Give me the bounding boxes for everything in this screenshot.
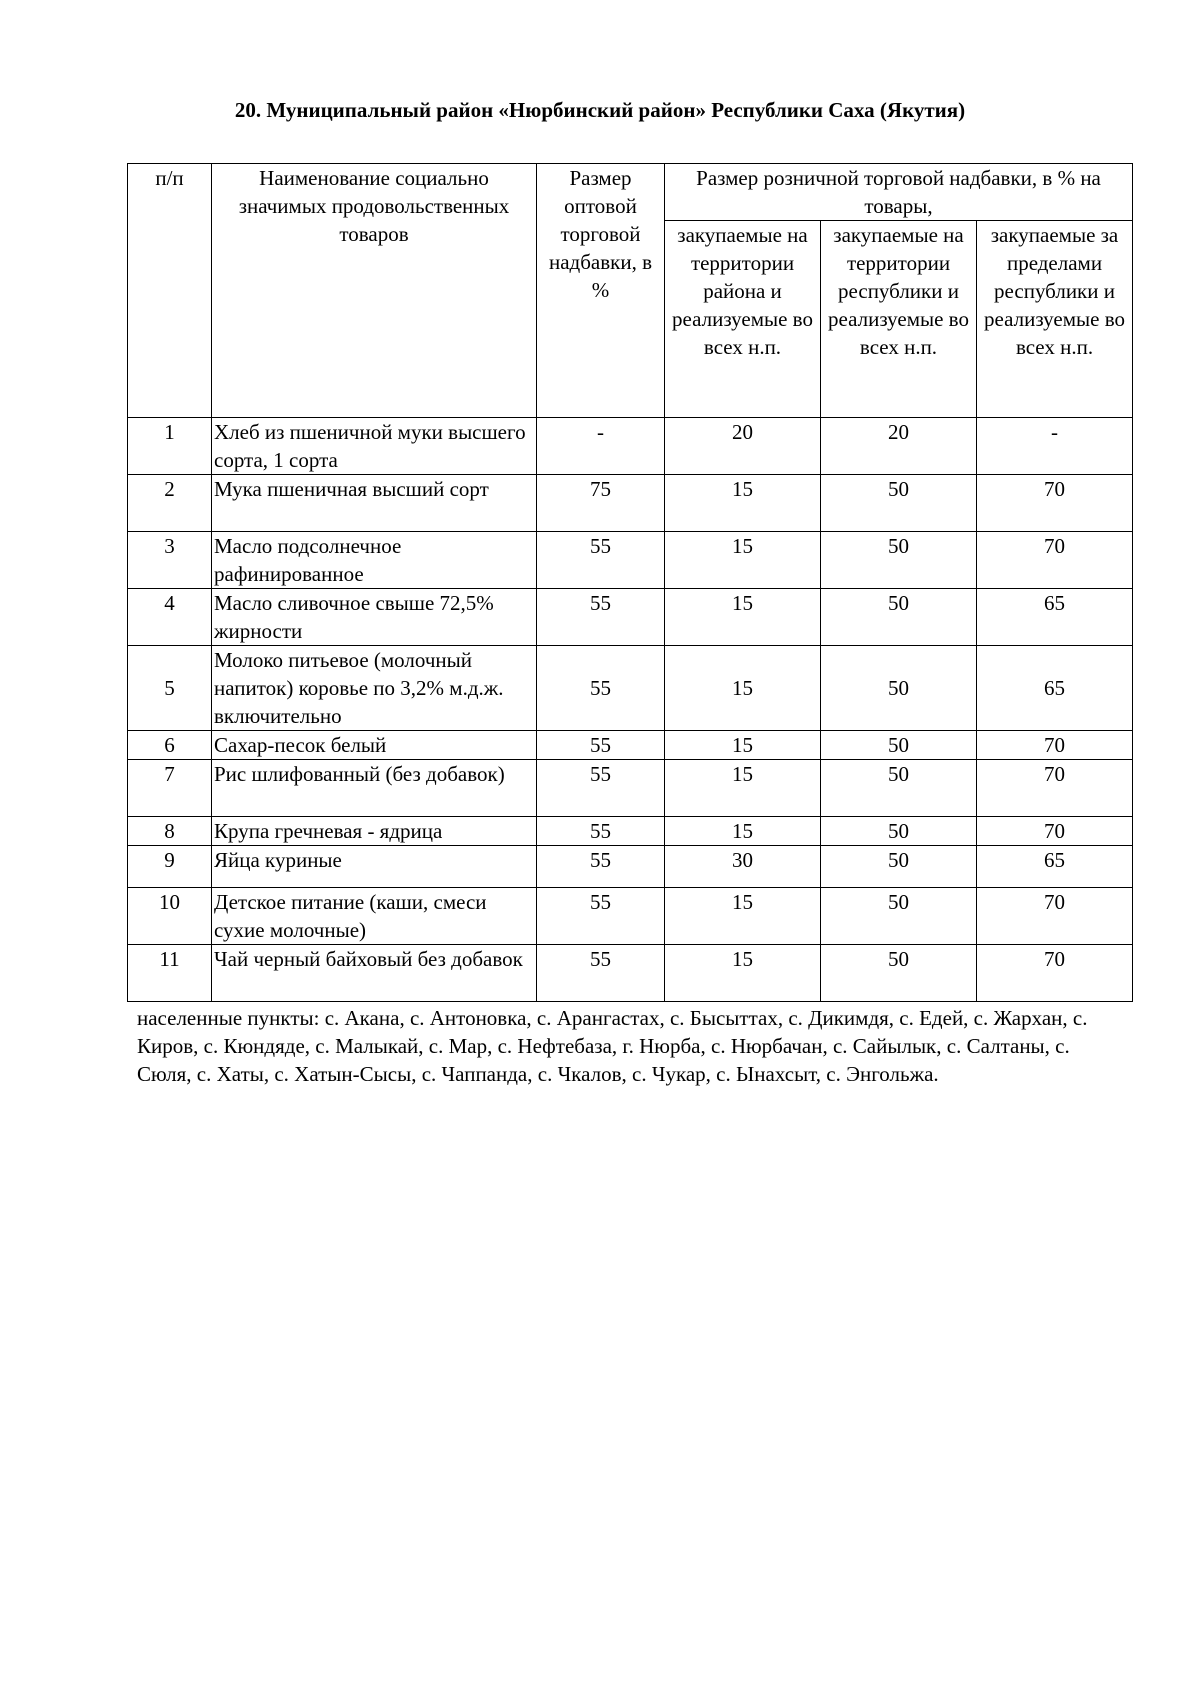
row-retail-outside: -	[977, 418, 1133, 475]
row-retail-outside: 70	[977, 945, 1133, 1002]
row-retail-district: 30	[665, 846, 821, 888]
row-retail-district: 15	[665, 532, 821, 589]
row-product-name: Молоко питьевое (молочный напиток) коровье по 3,2% м.д.ж. включительно	[212, 646, 537, 731]
row-retail-district: 20	[665, 418, 821, 475]
header-retail-district: закупаемые на территории района и реализуемые во всех н.п.	[665, 221, 821, 418]
header-wholesale: Размер оптовой торговой надбавки, в %	[537, 164, 665, 418]
row-retail-outside: 65	[977, 646, 1133, 731]
row-product-name: Мука пшеничная высший сорт	[212, 475, 537, 532]
row-wholesale-markup: 55	[537, 589, 665, 646]
header-retail-republic: закупаемые на территории республики и реализуемые во всех н.п.	[821, 221, 977, 418]
row-retail-republic: 50	[821, 846, 977, 888]
row-retail-district: 15	[665, 945, 821, 1002]
row-num: 10	[128, 888, 212, 945]
row-retail-outside: 70	[977, 731, 1133, 760]
table-row	[128, 846, 1133, 888]
row-retail-outside: 70	[977, 760, 1133, 817]
table-row	[128, 418, 1133, 475]
row-product-name: Хлеб из пшеничной муки высшего сорта, 1 сорта	[212, 418, 537, 475]
row-wholesale-markup: 55	[537, 846, 665, 888]
row-wholesale-markup: 75	[537, 475, 665, 532]
table-row	[128, 817, 1133, 846]
row-num: 11	[128, 945, 212, 1002]
row-retail-outside: 70	[977, 532, 1133, 589]
page-title: 20. Муниципальный район «Нюрбинский район» Республики Саха (Якутия)	[234, 98, 966, 122]
row-retail-district: 15	[665, 589, 821, 646]
row-retail-republic: 50	[821, 475, 977, 532]
row-product-name: Масло подсолнечное рафинированное	[212, 532, 537, 589]
row-retail-outside: 70	[977, 888, 1133, 945]
row-wholesale-markup: 55	[537, 817, 665, 846]
row-retail-republic: 50	[821, 731, 977, 760]
row-retail-district: 15	[665, 731, 821, 760]
row-wholesale-markup: 55	[537, 532, 665, 589]
row-retail-republic: 50	[821, 945, 977, 1002]
header-num: п/п	[128, 164, 212, 418]
settlements-footnote: населенные пункты: с. Акана, с. Антоновка, с. Арангастах, с. Бысыттах, с. Дикимдя, с. Едей, с. Жархан, с. Киров, с. Кюндяде, с. Малыкай, с. Мар, с. Нефтебаза, г. Нюрба, с. Нюрбачан, с. Сайылык, с. Салтаны, с. Сюля, с. Хаты, с. Хатын-Сысы, с. Чаппанда, с. Чкалов, с. Чукар, с. Ынахсыт, с. Энгольжа.	[137, 1006, 1088, 1086]
row-retail-outside: 70	[977, 817, 1133, 846]
row-retail-republic: 50	[821, 888, 977, 945]
row-product-name: Крупа гречневая - ядрица	[212, 817, 537, 846]
table-row	[128, 760, 1133, 817]
row-num: 2	[128, 475, 212, 532]
row-num: 6	[128, 731, 212, 760]
row-retail-republic: 50	[821, 589, 977, 646]
row-retail-republic: 50	[821, 760, 977, 817]
header-retail-group: Размер розничной торговой надбавки, в % на товары,	[665, 164, 1133, 221]
row-wholesale-markup: 55	[537, 945, 665, 1002]
row-retail-outside: 70	[977, 475, 1133, 532]
row-retail-district: 15	[665, 646, 821, 731]
row-product-name: Сахар-песок белый	[212, 731, 537, 760]
row-num: 1	[128, 418, 212, 475]
table-row	[128, 945, 1133, 1002]
row-retail-outside: 65	[977, 846, 1133, 888]
row-retail-district: 15	[665, 817, 821, 846]
table-header	[128, 164, 1133, 418]
row-product-name: Рис шлифованный (без добавок)	[212, 760, 537, 817]
row-num: 7	[128, 760, 212, 817]
table-row	[128, 731, 1133, 760]
table-row	[128, 589, 1133, 646]
row-retail-republic: 50	[821, 646, 977, 731]
row-num: 5	[128, 646, 212, 731]
markup-table	[127, 163, 1133, 1002]
row-wholesale-markup: 55	[537, 731, 665, 760]
row-retail-outside: 65	[977, 589, 1133, 646]
row-product-name: Масло сливочное свыше 72,5% жирности	[212, 589, 537, 646]
row-wholesale-markup: 55	[537, 760, 665, 817]
row-retail-district: 15	[665, 888, 821, 945]
row-retail-district: 15	[665, 475, 821, 532]
table-row	[128, 532, 1133, 589]
row-product-name: Детское питание (каши, смеси сухие молочные)	[212, 888, 537, 945]
row-wholesale-markup: 55	[537, 646, 665, 731]
row-retail-republic: 50	[821, 532, 977, 589]
table-row	[128, 475, 1133, 532]
row-retail-district: 15	[665, 760, 821, 817]
table-row	[128, 646, 1133, 731]
header-name: Наименование социально значимых продовольственных товаров	[212, 164, 537, 418]
row-num: 8	[128, 817, 212, 846]
table-body	[128, 418, 1133, 1002]
header-retail-outside: закупаемые за пределами республики и реализуемые во всех н.п.	[977, 221, 1133, 418]
row-wholesale-markup: -	[537, 418, 665, 475]
row-product-name: Яйца куриные	[212, 846, 537, 888]
table-row	[128, 888, 1133, 945]
row-product-name: Чай черный байховый без добавок	[212, 945, 537, 1002]
row-num: 3	[128, 532, 212, 589]
row-retail-republic: 20	[821, 418, 977, 475]
row-wholesale-markup: 55	[537, 888, 665, 945]
row-retail-republic: 50	[821, 817, 977, 846]
row-num: 9	[128, 846, 212, 888]
row-num: 4	[128, 589, 212, 646]
